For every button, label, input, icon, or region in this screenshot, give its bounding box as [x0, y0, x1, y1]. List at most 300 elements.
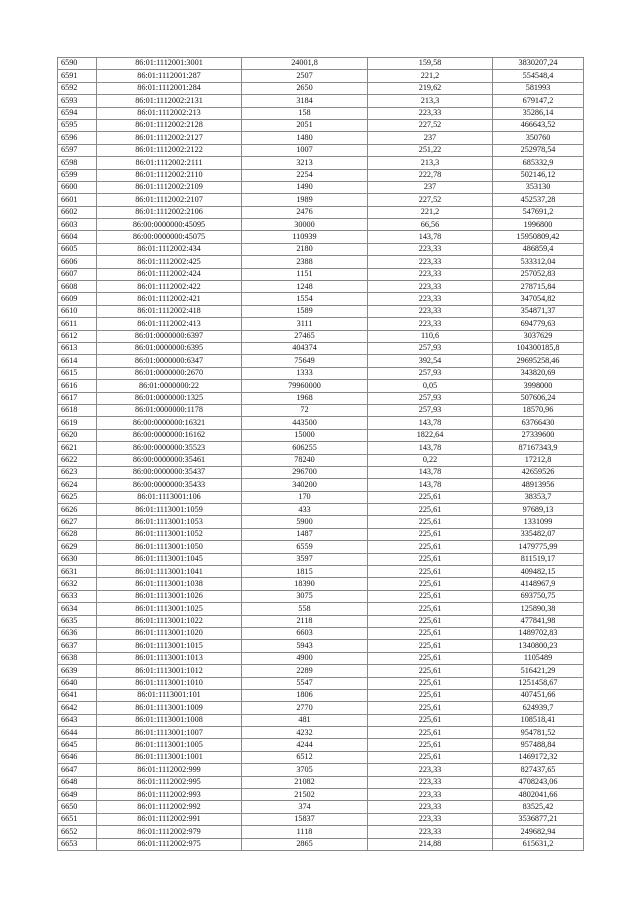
- area-cell: 1487: [242, 528, 368, 540]
- area-cell: 110939: [242, 231, 368, 243]
- row-number-cell: 6628: [58, 528, 97, 540]
- row-number-cell: 6597: [58, 144, 97, 156]
- table-row: [58, 838, 584, 850]
- table-row: [58, 243, 584, 255]
- cadastral-number-cell: 86:01:1112002:424: [97, 268, 242, 280]
- cadastral-number-cell: 86:01:1113001:1025: [97, 603, 242, 615]
- table-row: [58, 677, 584, 689]
- cadastral-value-cell: 252978,54: [493, 144, 584, 156]
- rate-cell: 225,61: [368, 751, 493, 763]
- area-cell: 4900: [242, 652, 368, 664]
- rate-cell: 223,33: [368, 826, 493, 838]
- cadastral-value-cell: 83525,42: [493, 801, 584, 813]
- area-cell: 1589: [242, 305, 368, 317]
- area-cell: 2051: [242, 119, 368, 131]
- row-number-cell: 6647: [58, 764, 97, 776]
- table-row: [58, 714, 584, 726]
- cadastral-number-cell: 86:01:1113001:1052: [97, 528, 242, 540]
- cadastral-value-cell: 38353,7: [493, 491, 584, 503]
- area-cell: 158: [242, 107, 368, 119]
- row-number-cell: 6607: [58, 268, 97, 280]
- cadastral-value-cell: 87167343,9: [493, 442, 584, 454]
- table-row: [58, 615, 584, 627]
- cadastral-value-cell: 954781,52: [493, 727, 584, 739]
- row-number-cell: 6632: [58, 578, 97, 590]
- cadastral-number-cell: 86:01:1113001:1050: [97, 541, 242, 553]
- cadastral-value-cell: 353130: [493, 181, 584, 193]
- area-cell: 3184: [242, 95, 368, 107]
- cadastral-value-cell: 1331099: [493, 516, 584, 528]
- rate-cell: 225,61: [368, 504, 493, 516]
- rate-cell: 221,2: [368, 70, 493, 82]
- cadastral-number-cell: 86:01:1112002:2107: [97, 194, 242, 206]
- rate-cell: 223,33: [368, 268, 493, 280]
- row-number-cell: 6621: [58, 442, 97, 454]
- cadastral-number-cell: 86:01:1112002:2128: [97, 119, 242, 131]
- rate-cell: 392,54: [368, 355, 493, 367]
- table-row: [58, 516, 584, 528]
- area-cell: 374: [242, 801, 368, 813]
- cadastral-value-cell: 3830207,24: [493, 58, 584, 70]
- cadastral-number-cell: 86:01:1112002:418: [97, 305, 242, 317]
- cadastral-value-cell: 1105489: [493, 652, 584, 664]
- cadastral-value-cell: 1340800,23: [493, 640, 584, 652]
- rate-cell: 225,61: [368, 714, 493, 726]
- cadastral-number-cell: 86:01:1112002:975: [97, 838, 242, 850]
- table-row: [58, 504, 584, 516]
- cadastral-number-cell: 86:00:0000000:35523: [97, 442, 242, 454]
- table-row: [58, 355, 584, 367]
- area-cell: 79960000: [242, 380, 368, 392]
- cadastral-value-cell: 104300185,8: [493, 342, 584, 354]
- cadastral-value-cell: 409482,15: [493, 566, 584, 578]
- cadastral-number-cell: 86:01:1113001:1012: [97, 665, 242, 677]
- rate-cell: 225,61: [368, 541, 493, 553]
- cadastral-number-cell: 86:01:0000000:6347: [97, 355, 242, 367]
- row-number-cell: 6627: [58, 516, 97, 528]
- table-row: [58, 268, 584, 280]
- cadastral-number-cell: 86:00:0000000:16162: [97, 429, 242, 441]
- area-cell: 30000: [242, 219, 368, 231]
- cadastral-value-cell: 343820,69: [493, 367, 584, 379]
- cadastral-number-cell: 86:01:1113001:1013: [97, 652, 242, 664]
- row-number-cell: 6609: [58, 293, 97, 305]
- rate-cell: 257,93: [368, 367, 493, 379]
- cadastral-value-cell: 452537,28: [493, 194, 584, 206]
- cadastral-number-cell: 86:01:1112002:2131: [97, 95, 242, 107]
- area-cell: 1554: [242, 293, 368, 305]
- table-row: [58, 491, 584, 503]
- row-number-cell: 6644: [58, 727, 97, 739]
- row-number-cell: 6634: [58, 603, 97, 615]
- row-number-cell: 6636: [58, 627, 97, 639]
- area-cell: 2118: [242, 615, 368, 627]
- cadastral-value-cell: 693750,75: [493, 590, 584, 602]
- cadastral-number-cell: 86:01:1113001:1008: [97, 714, 242, 726]
- cadastral-value-cell: 615631,2: [493, 838, 584, 850]
- cadastral-number-cell: 86:01:1113001:1001: [97, 751, 242, 763]
- table-row: [58, 231, 584, 243]
- rate-cell: 143,78: [368, 466, 493, 478]
- table-row: [58, 404, 584, 416]
- cadastral-value-cell: 516421,29: [493, 665, 584, 677]
- cadastral-value-cell: 108518,41: [493, 714, 584, 726]
- row-number-cell: 6653: [58, 838, 97, 850]
- area-cell: 1490: [242, 181, 368, 193]
- table-row: [58, 281, 584, 293]
- cadastral-value-cell: 685332,9: [493, 157, 584, 169]
- rate-cell: 257,93: [368, 392, 493, 404]
- cadastral-value-cell: 249682,94: [493, 826, 584, 838]
- row-number-cell: 6629: [58, 541, 97, 553]
- table-row: [58, 826, 584, 838]
- rate-cell: 225,61: [368, 528, 493, 540]
- area-cell: 340200: [242, 479, 368, 491]
- cadastral-value-cell: 477841,98: [493, 615, 584, 627]
- row-number-cell: 6613: [58, 342, 97, 354]
- area-cell: 5900: [242, 516, 368, 528]
- area-cell: 3705: [242, 764, 368, 776]
- rate-cell: 257,93: [368, 342, 493, 354]
- rate-cell: 225,61: [368, 727, 493, 739]
- table-row: [58, 119, 584, 131]
- area-cell: 6603: [242, 627, 368, 639]
- table-row: [58, 541, 584, 553]
- rate-cell: 225,61: [368, 590, 493, 602]
- rate-cell: 143,78: [368, 231, 493, 243]
- cadastral-number-cell: 86:01:0000000:1325: [97, 392, 242, 404]
- rate-cell: 222,78: [368, 169, 493, 181]
- cadastral-value-cell: 1479775,99: [493, 541, 584, 553]
- row-number-cell: 6595: [58, 119, 97, 131]
- row-number-cell: 6649: [58, 789, 97, 801]
- cadastral-number-cell: 86:01:0000000:6397: [97, 330, 242, 342]
- area-cell: 72: [242, 404, 368, 416]
- cadastral-number-cell: 86:01:1112002:993: [97, 789, 242, 801]
- row-number-cell: 6606: [58, 256, 97, 268]
- area-cell: 1118: [242, 826, 368, 838]
- cadastral-value-cell: 502146,12: [493, 169, 584, 181]
- table-row: [58, 789, 584, 801]
- cadastral-value-cell: 97689,13: [493, 504, 584, 516]
- rate-cell: 221,2: [368, 206, 493, 218]
- cadastral-number-cell: 86:01:1113001:101: [97, 689, 242, 701]
- area-cell: 433: [242, 504, 368, 516]
- table-row: [58, 702, 584, 714]
- row-number-cell: 6643: [58, 714, 97, 726]
- row-number-cell: 6620: [58, 429, 97, 441]
- rate-cell: 143,78: [368, 442, 493, 454]
- row-number-cell: 6603: [58, 219, 97, 231]
- table-row: [58, 206, 584, 218]
- row-number-cell: 6592: [58, 82, 97, 94]
- rate-cell: 219,62: [368, 82, 493, 94]
- cadastral-number-cell: 86:01:1112002:992: [97, 801, 242, 813]
- rate-cell: 0,05: [368, 380, 493, 392]
- rate-cell: 143,78: [368, 479, 493, 491]
- table-row: [58, 293, 584, 305]
- table-row: [58, 553, 584, 565]
- cadastral-number-cell: 86:01:1112002:413: [97, 318, 242, 330]
- cadastral-number-cell: 86:01:0000000:22: [97, 380, 242, 392]
- table-row: [58, 627, 584, 639]
- cadastral-number-cell: 86:01:1112002:425: [97, 256, 242, 268]
- cadastral-value-cell: 35286,14: [493, 107, 584, 119]
- rate-cell: 143,78: [368, 417, 493, 429]
- cadastral-number-cell: 86:01:1112002:999: [97, 764, 242, 776]
- area-cell: 2180: [242, 243, 368, 255]
- rate-cell: 225,61: [368, 491, 493, 503]
- cadastral-value-cell: 42659526: [493, 466, 584, 478]
- area-cell: 21502: [242, 789, 368, 801]
- row-number-cell: 6641: [58, 689, 97, 701]
- cadastral-number-cell: 86:01:1112002:2106: [97, 206, 242, 218]
- rate-cell: 223,33: [368, 764, 493, 776]
- cadastral-value-cell: 3998000: [493, 380, 584, 392]
- cadastral-number-cell: 86:01:1113001:1026: [97, 590, 242, 602]
- rate-cell: 225,61: [368, 677, 493, 689]
- row-number-cell: 6631: [58, 566, 97, 578]
- area-cell: 2289: [242, 665, 368, 677]
- table-row: [58, 665, 584, 677]
- cadastral-number-cell: 86:01:1113001:1010: [97, 677, 242, 689]
- cadastral-value-cell: 335482,07: [493, 528, 584, 540]
- table-row: [58, 640, 584, 652]
- cadastral-value-table: [57, 57, 584, 851]
- rate-cell: 223,33: [368, 801, 493, 813]
- table-row: [58, 813, 584, 825]
- area-cell: 5943: [242, 640, 368, 652]
- cadastral-value-cell: 1251458,67: [493, 677, 584, 689]
- cadastral-number-cell: 86:01:1113001:1009: [97, 702, 242, 714]
- table-body: [58, 58, 584, 851]
- cadastral-value-cell: 257052,83: [493, 268, 584, 280]
- row-number-cell: 6623: [58, 466, 97, 478]
- rate-cell: 225,61: [368, 689, 493, 701]
- area-cell: 2507: [242, 70, 368, 82]
- cadastral-value-cell: 3536877,21: [493, 813, 584, 825]
- area-cell: 4244: [242, 739, 368, 751]
- rate-cell: 225,61: [368, 739, 493, 751]
- row-number-cell: 6598: [58, 157, 97, 169]
- cadastral-value-cell: 29695258,46: [493, 355, 584, 367]
- cadastral-value-cell: 27339600: [493, 429, 584, 441]
- area-cell: 1806: [242, 689, 368, 701]
- rate-cell: 225,61: [368, 627, 493, 639]
- cadastral-number-cell: 86:01:1112002:422: [97, 281, 242, 293]
- table-row: [58, 392, 584, 404]
- rate-cell: 213,3: [368, 95, 493, 107]
- cadastral-number-cell: 86:01:1113001:1041: [97, 566, 242, 578]
- table-row: [58, 429, 584, 441]
- table-row: [58, 479, 584, 491]
- cadastral-number-cell: 86:01:1112001:3001: [97, 58, 242, 70]
- row-number-cell: 6626: [58, 504, 97, 516]
- cadastral-value-cell: 125890,38: [493, 603, 584, 615]
- row-number-cell: 6642: [58, 702, 97, 714]
- table-row: [58, 566, 584, 578]
- cadastral-value-cell: 4708243,06: [493, 776, 584, 788]
- area-cell: 404374: [242, 342, 368, 354]
- rate-cell: 223,33: [368, 305, 493, 317]
- table-row: [58, 342, 584, 354]
- cadastral-value-cell: 827437,65: [493, 764, 584, 776]
- row-number-cell: 6648: [58, 776, 97, 788]
- row-number-cell: 6600: [58, 181, 97, 193]
- row-number-cell: 6625: [58, 491, 97, 503]
- table-row: [58, 442, 584, 454]
- cadastral-value-cell: 15950809,42: [493, 231, 584, 243]
- area-cell: 1248: [242, 281, 368, 293]
- table-row: [58, 603, 584, 615]
- area-cell: 1007: [242, 144, 368, 156]
- cadastral-number-cell: 86:01:0000000:6395: [97, 342, 242, 354]
- cadastral-value-cell: 694779,63: [493, 318, 584, 330]
- row-number-cell: 6614: [58, 355, 97, 367]
- area-cell: 4232: [242, 727, 368, 739]
- cadastral-number-cell: 86:01:1112002:421: [97, 293, 242, 305]
- cadastral-value-cell: 354871,37: [493, 305, 584, 317]
- table-row: [58, 727, 584, 739]
- rate-cell: 225,61: [368, 578, 493, 590]
- cadastral-number-cell: 86:01:1113001:1038: [97, 578, 242, 590]
- row-number-cell: 6619: [58, 417, 97, 429]
- cadastral-value-cell: 4802041,66: [493, 789, 584, 801]
- area-cell: 3213: [242, 157, 368, 169]
- table-row: [58, 417, 584, 429]
- table-row: [58, 739, 584, 751]
- cadastral-number-cell: 86:01:1112002:213: [97, 107, 242, 119]
- rate-cell: 227,52: [368, 194, 493, 206]
- row-number-cell: 6651: [58, 813, 97, 825]
- table-row: [58, 801, 584, 813]
- area-cell: 606255: [242, 442, 368, 454]
- rate-cell: 225,61: [368, 640, 493, 652]
- rate-cell: 237: [368, 181, 493, 193]
- cadastral-number-cell: 86:01:0000000:2670: [97, 367, 242, 379]
- table-row: [58, 181, 584, 193]
- row-number-cell: 6605: [58, 243, 97, 255]
- table-row: [58, 454, 584, 466]
- table-row: [58, 82, 584, 94]
- cadastral-number-cell: 86:00:0000000:16321: [97, 417, 242, 429]
- row-number-cell: 6645: [58, 739, 97, 751]
- area-cell: 1968: [242, 392, 368, 404]
- rate-cell: 214,88: [368, 838, 493, 850]
- row-number-cell: 6596: [58, 132, 97, 144]
- cadastral-value-cell: 350760: [493, 132, 584, 144]
- rate-cell: 110,6: [368, 330, 493, 342]
- area-cell: 2770: [242, 702, 368, 714]
- cadastral-value-cell: 17212,8: [493, 454, 584, 466]
- table-row: [58, 528, 584, 540]
- rate-cell: 213,3: [368, 157, 493, 169]
- table-row: [58, 144, 584, 156]
- cadastral-number-cell: 86:01:1112002:434: [97, 243, 242, 255]
- cadastral-number-cell: 86:01:1113001:1015: [97, 640, 242, 652]
- rate-cell: 223,33: [368, 256, 493, 268]
- rate-cell: 225,61: [368, 603, 493, 615]
- cadastral-value-cell: 554548,4: [493, 70, 584, 82]
- row-number-cell: 6608: [58, 281, 97, 293]
- area-cell: 21082: [242, 776, 368, 788]
- row-number-cell: 6630: [58, 553, 97, 565]
- area-cell: 1480: [242, 132, 368, 144]
- area-cell: 2650: [242, 82, 368, 94]
- cadastral-number-cell: 86:01:1113001:1022: [97, 615, 242, 627]
- cadastral-value-cell: 547691,2: [493, 206, 584, 218]
- rate-cell: 225,61: [368, 566, 493, 578]
- rate-cell: 225,61: [368, 615, 493, 627]
- rate-cell: 225,61: [368, 665, 493, 677]
- row-number-cell: 6611: [58, 318, 97, 330]
- cadastral-number-cell: 86:01:1113001:1005: [97, 739, 242, 751]
- area-cell: 443500: [242, 417, 368, 429]
- rate-cell: 223,33: [368, 318, 493, 330]
- row-number-cell: 6594: [58, 107, 97, 119]
- rate-cell: 225,61: [368, 702, 493, 714]
- rate-cell: 225,61: [368, 652, 493, 664]
- rate-cell: 66,56: [368, 219, 493, 231]
- cadastral-number-cell: 86:01:1113001:1059: [97, 504, 242, 516]
- table-row: [58, 256, 584, 268]
- table-row: [58, 380, 584, 392]
- area-cell: 75649: [242, 355, 368, 367]
- area-cell: 2476: [242, 206, 368, 218]
- table-row: [58, 367, 584, 379]
- rate-cell: 251,22: [368, 144, 493, 156]
- rate-cell: 225,61: [368, 516, 493, 528]
- cadastral-number-cell: 86:01:1113001:1053: [97, 516, 242, 528]
- area-cell: 3111: [242, 318, 368, 330]
- row-number-cell: 6635: [58, 615, 97, 627]
- cadastral-number-cell: 86:01:1112001:287: [97, 70, 242, 82]
- area-cell: 15837: [242, 813, 368, 825]
- table-row: [58, 466, 584, 478]
- row-number-cell: 6652: [58, 826, 97, 838]
- rate-cell: 0,22: [368, 454, 493, 466]
- rate-cell: 223,33: [368, 789, 493, 801]
- row-number-cell: 6612: [58, 330, 97, 342]
- row-number-cell: 6624: [58, 479, 97, 491]
- row-number-cell: 6640: [58, 677, 97, 689]
- table-row: [58, 95, 584, 107]
- row-number-cell: 6604: [58, 231, 97, 243]
- rate-cell: 223,33: [368, 107, 493, 119]
- area-cell: 296700: [242, 466, 368, 478]
- cadastral-value-cell: 407451,66: [493, 689, 584, 701]
- cadastral-number-cell: 86:01:1112002:2110: [97, 169, 242, 181]
- rate-cell: 223,33: [368, 281, 493, 293]
- rate-cell: 227,52: [368, 119, 493, 131]
- cadastral-value-cell: 347054,82: [493, 293, 584, 305]
- row-number-cell: 6610: [58, 305, 97, 317]
- row-number-cell: 6638: [58, 652, 97, 664]
- cadastral-number-cell: 86:01:1113001:1045: [97, 553, 242, 565]
- cadastral-number-cell: 86:00:0000000:35461: [97, 454, 242, 466]
- row-number-cell: 6599: [58, 169, 97, 181]
- area-cell: 78240: [242, 454, 368, 466]
- row-number-cell: 6602: [58, 206, 97, 218]
- cadastral-number-cell: 86:01:1112002:991: [97, 813, 242, 825]
- area-cell: 558: [242, 603, 368, 615]
- cadastral-value-cell: 507606,24: [493, 392, 584, 404]
- area-cell: 1333: [242, 367, 368, 379]
- table-row: [58, 318, 584, 330]
- cadastral-value-cell: 679147,2: [493, 95, 584, 107]
- cadastral-number-cell: 86:01:1112002:995: [97, 776, 242, 788]
- table-row: [58, 194, 584, 206]
